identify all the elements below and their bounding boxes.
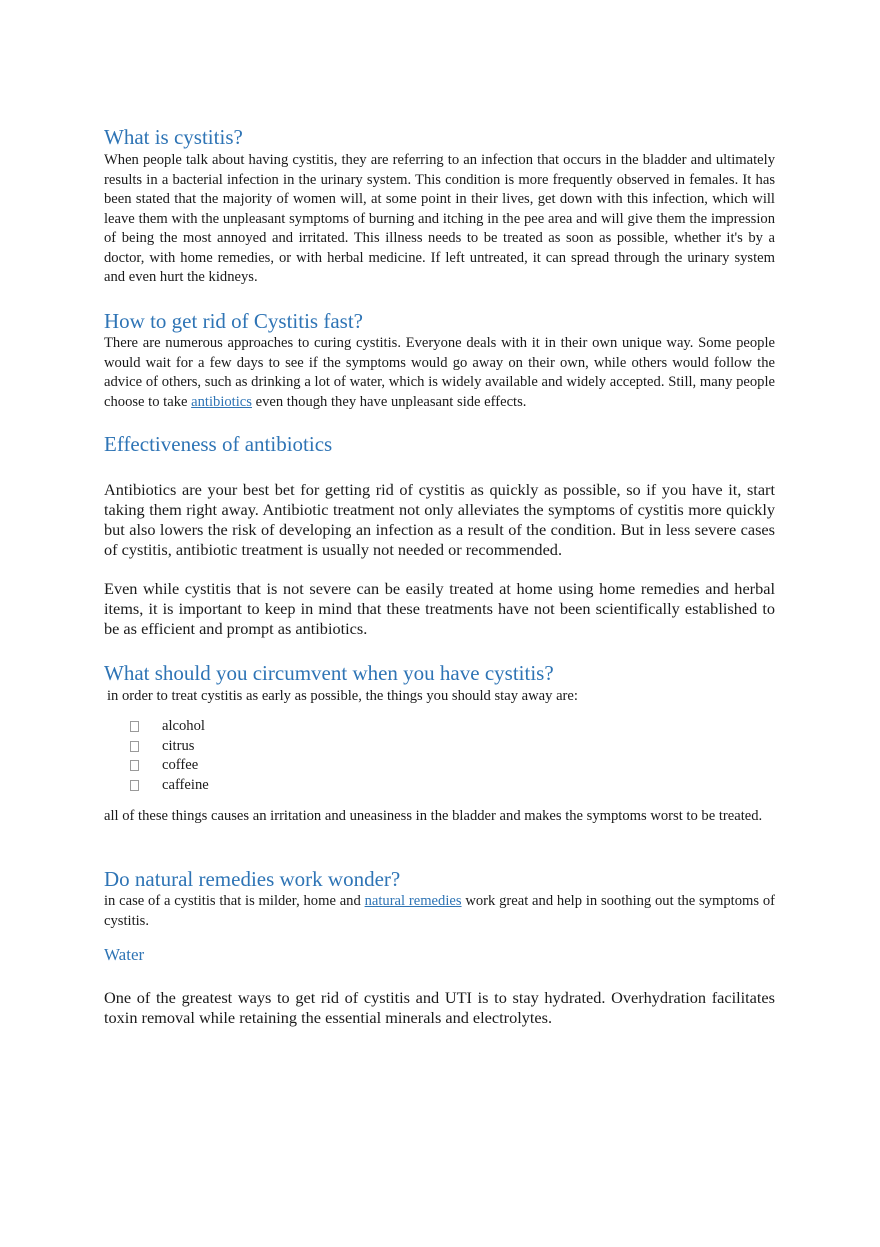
- antibiotics-link[interactable]: antibiotics: [191, 393, 252, 410]
- paragraph-water: One of the greatest ways to get rid of cystitis and UTI is to stay hydrated. Overhydration facilitates toxin removal while retaining the essential minerals and electrolytes.: [104, 988, 775, 1027]
- text-before-link: There are numerous approaches to curing cystitis. Everyone deals with it in their own unique way. Some people would wait for a few days to see if the symptoms would go away on their own, while others would follow the advice of others, such as drinking a lot of water, which is widely available and widely accepted. Still, many people choose to take: [104, 335, 775, 410]
- heading-what-to-circumvent: What should you circumvent when you have cystitis?: [104, 661, 554, 685]
- text-before-link: in case of a cystitis that is milder, home and: [104, 893, 365, 909]
- list-item-label: citrus: [162, 737, 195, 754]
- list-item: [128, 717, 528, 737]
- heading-effectiveness: Effectiveness of antibiotics: [104, 432, 333, 456]
- avoid-list: [128, 717, 528, 795]
- empty-box-icon: [130, 780, 139, 791]
- heading-what-is-cystitis: What is cystitis?: [104, 125, 243, 149]
- text-after-link: work great and help in soothing out the symptoms of cystitis.: [104, 893, 776, 929]
- list-item-label: coffee: [162, 757, 199, 773]
- list-item: [128, 776, 528, 796]
- list-item-label: caffeine: [162, 776, 209, 793]
- empty-box-icon: [130, 741, 139, 752]
- text-after-link: even though they have unpleasant side effects.: [251, 393, 527, 410]
- heading-natural-remedies: Do natural remedies work wonder?: [104, 867, 401, 891]
- list-item: [128, 756, 528, 776]
- subheading-water: Water: [104, 945, 145, 964]
- paragraph-how-to-get-rid: [104, 334, 775, 412]
- list-item-label: alcohol: [162, 718, 205, 734]
- empty-box-icon: [130, 721, 139, 732]
- paragraph-effectiveness-2: Even while cystitis that is not severe can be easily treated at home using home remedies and herbal items, it is important to keep in mind that these treatments have not been scientifically established to be as efficient and prompt as antibiotics.: [104, 579, 775, 638]
- natural-remedies-link[interactable]: natural remedies: [364, 893, 462, 909]
- paragraph-circumvent-intro: in order to treat cystitis as early as possible, the things you should stay away are:: [107, 688, 578, 704]
- paragraph-circumvent-outro: all of these things causes an irritation and uneasiness in the bladder and makes the symptoms worst to be treated.: [104, 808, 763, 824]
- paragraph-effectiveness-1: Antibiotics are your best bet for getting rid of cystitis as quickly as possible, so if you have it, start taking them right away. Antibiotic treatment not only alleviates the symptoms of cystitis more quickly but also lowers the risk of developing an infection as a result of the condition. But in less severe cases of cystitis, antibiotic treatment is usually not needed or recommended.: [104, 480, 775, 559]
- list-item: [128, 737, 528, 757]
- empty-box-icon: [130, 760, 139, 771]
- heading-how-to-get-rid: How to get rid of Cystitis fast?: [104, 309, 363, 333]
- paragraph-natural-remedies: [104, 892, 775, 931]
- paragraph-what-is-cystitis: When people talk about having cystitis, they are referring to an infection that occurs in the bladder and ultimately results in a bacterial infection in the urinary system. This condition is more frequently observed in females. It has been stated that the majority of women will, at some point in their lives, get down with this infection, which will leave them with the unpleasant symptoms of burning and itching in the pee area and will give them the impression of being the most annoyed and irritated. This illness needs to be treated as soon as possible, whether it's by a doctor, with home remedies, or with herbal medicine. If left untreated, it can spread through the urinary system and even hurt the kidneys.: [104, 152, 775, 285]
